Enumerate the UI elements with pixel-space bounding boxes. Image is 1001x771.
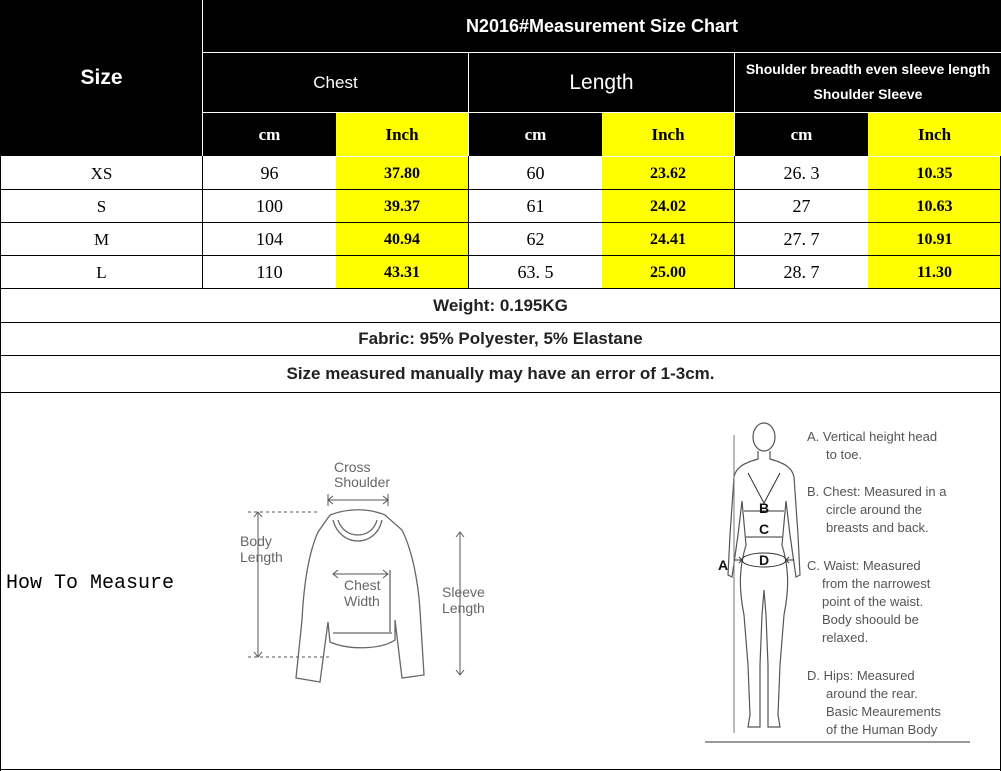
header-divider (203, 112, 1001, 113)
header-divider (202, 0, 203, 156)
legend-d: D. Hips: Measured (807, 668, 915, 683)
column-divider (202, 156, 203, 289)
divider (0, 392, 1001, 393)
inch-value-cell: 25.00 (602, 256, 734, 289)
cm-value-cell: 63. 5 (517, 262, 554, 282)
inch-value-cell: 37.80 (336, 157, 468, 190)
legend-b: breasts and back. (826, 520, 929, 535)
header-divider (203, 52, 1001, 53)
marker-b: B (759, 500, 770, 516)
collar-outline (333, 520, 382, 541)
size-cell: L (96, 262, 107, 282)
length-header: Length (569, 71, 634, 94)
legend-d: around the rear. (826, 686, 918, 701)
cm-value-cell: 28. 7 (783, 262, 820, 282)
legend-c: relaxed. (822, 630, 869, 645)
chest-width-label: Width (344, 593, 380, 609)
shoulder-header-line2: Shoulder Sleeve (813, 86, 923, 102)
legend-c: C. Waist: Measured (807, 558, 921, 573)
body-diagram (700, 415, 1000, 750)
legend-b: B. Chest: Measured in a (807, 484, 947, 499)
marker-a: A (718, 557, 729, 573)
legend-b: circle around the (826, 502, 923, 517)
column-divider (468, 156, 469, 289)
unit-inch: Inch (602, 113, 734, 156)
legend-c: Body shoould be (822, 612, 919, 627)
inch-value-cell: 23.62 (602, 157, 734, 190)
collar-outline (338, 520, 377, 535)
body-outline (728, 451, 800, 727)
inch-value-cell: 10.35 (868, 157, 1001, 190)
shoulder-header-line1: Shoulder breadth even sleeve length (745, 61, 991, 77)
sleeve-length-label: Length (442, 600, 485, 616)
cross-shoulder-label: Cross (334, 459, 371, 475)
marker-d: D (759, 552, 770, 568)
marker-c: C (759, 521, 770, 537)
shoulder-sleeve-header (735, 54, 1001, 112)
size-cell: XS (90, 163, 113, 183)
inch-value-cell: 11.30 (868, 256, 1001, 289)
inch-value-cell: 43.31 (336, 256, 468, 289)
legend-a: to toe. (826, 447, 863, 462)
size-header: Size (80, 66, 123, 89)
error-note: Size measured manually may have an error of 1-3cm. (286, 363, 715, 383)
inch-value-cell: 10.63 (868, 190, 1001, 223)
legend-d: of the Human Body (826, 722, 938, 737)
unit-inch: Inch (868, 113, 1001, 156)
body-length-label: Length (240, 549, 283, 565)
cm-value-cell: 27. 7 (783, 229, 820, 249)
size-cell: M (93, 229, 110, 249)
column-divider (734, 156, 735, 289)
cm-value-cell: 60 (526, 163, 545, 183)
inch-value-cell: 40.94 (336, 223, 468, 256)
sleeve-length-label: Sleeve (442, 584, 485, 600)
unit-cm: cm (790, 124, 813, 144)
inch-value-cell: 24.41 (602, 223, 734, 256)
border (0, 156, 1, 771)
unit-cm: cm (258, 124, 281, 144)
unit-cm: cm (524, 124, 547, 144)
legend-a: A. Vertical height head (807, 429, 938, 444)
border (0, 769, 1001, 770)
cm-value-cell: 26. 3 (783, 163, 820, 183)
chart-title: N2016#Measurement Size Chart (465, 15, 739, 36)
garment-diagram (230, 450, 510, 690)
fabric-note: Fabric: 95% Polyester, 5% Elastane (358, 329, 643, 348)
how-to-measure-label: How To Measure (6, 572, 175, 595)
size-cell: S (96, 196, 107, 216)
head-outline (753, 423, 775, 451)
cm-value-cell: 27 (792, 196, 811, 216)
weight-note: Weight: 0.195KG (433, 295, 568, 315)
inch-value-cell: 10.91 (868, 223, 1001, 256)
inch-value-cell: 39.37 (336, 190, 468, 223)
chest-width-label: Chest (344, 577, 381, 593)
header-divider (468, 53, 469, 156)
cross-shoulder-label: Shoulder (334, 474, 391, 490)
cm-value-cell: 96 (260, 163, 279, 183)
inch-value-cell: 24.02 (602, 190, 734, 223)
legend-d: Basic Meaurements (826, 704, 941, 719)
cm-value-cell: 100 (256, 196, 283, 216)
legend-c: from the narrowest (822, 576, 931, 591)
legend-c: point of the waist. (822, 594, 924, 609)
cm-value-cell: 62 (526, 229, 545, 249)
body-length-label: Body (240, 533, 272, 549)
cm-value-cell: 110 (256, 262, 283, 282)
cm-value-cell: 104 (256, 229, 283, 249)
header-divider (734, 53, 735, 156)
unit-inch: Inch (336, 113, 468, 156)
cm-value-cell: 61 (526, 196, 545, 216)
chest-header: Chest (313, 73, 358, 92)
